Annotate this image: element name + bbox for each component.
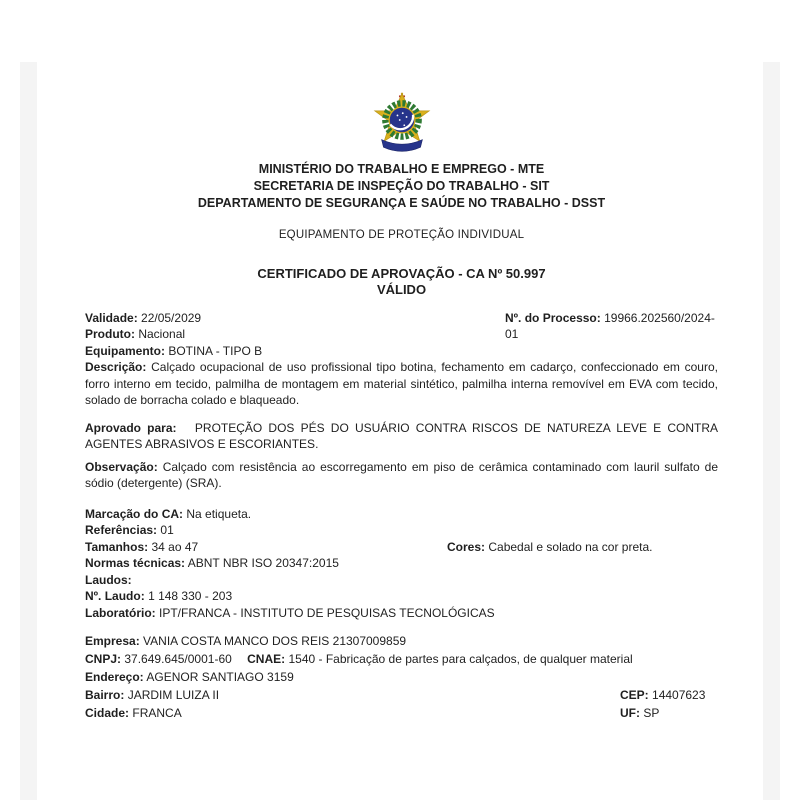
cnae-value: 1540 - Fabricação de partes para calçados, de qualquer material [288, 652, 633, 666]
laboratorio-label: Laboratório: [85, 605, 156, 620]
cnae-label: CNAE: [247, 652, 286, 666]
field-observacao [85, 459, 718, 492]
empresa-label: Empresa: [85, 634, 140, 648]
header-line-2: SECRETARIA DE INSPEÇÃO DO TRABALHO - SIT [253, 179, 550, 193]
marcacao-value: Na etiqueta. [186, 506, 252, 521]
referencias-label: Referências: [85, 523, 158, 537]
descricao-label: Descrição: [85, 360, 147, 374]
field-bairro-cep-row [85, 686, 718, 704]
certificate-document [85, 92, 718, 722]
field-cep [620, 686, 705, 704]
document-subtitle: EQUIPAMENTO DE PROTEÇÃO INDIVIDUAL [278, 229, 525, 241]
tamanhos-value: 34 ao 47 [151, 539, 199, 554]
equipamento-label: Equipamento: [85, 343, 165, 358]
field-cnpj-cnae-row [85, 650, 718, 668]
produto-value: Nacional [138, 327, 186, 341]
uf-value: SP [643, 706, 660, 720]
field-num-laudo [85, 588, 718, 605]
cidade-value: FRANCA [132, 706, 182, 720]
field-produto [85, 326, 718, 343]
field-normas [85, 555, 718, 572]
validade-label: Validade: [85, 310, 138, 325]
produto-label: Produto: [85, 327, 135, 341]
bairro-label: Bairro: [85, 688, 125, 702]
cores-value: Cabedal e solado na cor preta. [488, 539, 653, 554]
field-cores [447, 539, 652, 556]
marcacao-label: Marcação do CA: [85, 506, 184, 521]
field-marcacao [85, 506, 718, 523]
observacao-label: Observação: [85, 459, 158, 474]
cidade-label: Cidade: [85, 706, 130, 720]
normas-label: Normas técnicas: [85, 556, 186, 570]
logo-container [85, 92, 718, 156]
field-endereco [85, 668, 718, 686]
certificate-body [85, 310, 718, 723]
field-empresa [85, 632, 718, 650]
ministry-header [85, 161, 718, 212]
uf-label: UF: [620, 706, 640, 720]
processo-value: 19966.202560/2024-01 [505, 310, 715, 341]
field-descricao [85, 359, 718, 409]
observacao-value: Calçado com resistência ao escorregamento em piso de cerâmica contaminado com lauril sulfato de sódio (detergente) (SRA). [85, 459, 718, 490]
field-tamanhos-cores-row [85, 539, 718, 556]
endereco-value: AGENOR SANTIAGO 3159 [146, 670, 294, 684]
cnpj-label: CNPJ: [85, 652, 122, 666]
cores-label: Cores: [447, 539, 486, 554]
field-referencias [85, 522, 718, 539]
cep-label: CEP: [620, 688, 649, 702]
processo-label: Nº. do Processo: [505, 310, 601, 325]
num-laudo-value: 1 148 330 - 203 [148, 589, 233, 603]
scan-edge-left [20, 62, 37, 800]
field-laudos [85, 572, 718, 589]
normas-value: ABNT NBR ISO 20347:2015 [187, 556, 339, 570]
validade-value: 22/05/2029 [141, 310, 202, 325]
equipamento-value: BOTINA - TIPO B [168, 343, 263, 358]
scan-edge-right [763, 62, 780, 800]
field-laboratorio [85, 605, 718, 622]
company-block [85, 632, 718, 722]
aprovado-para-label: Aprovado para: [85, 420, 177, 435]
laudos-label: Laudos: [85, 572, 132, 587]
certificate-title: CERTIFICADO DE APROVAÇÃO - CA Nº 50.997 [257, 265, 546, 281]
aprovado-para-value: PROTEÇÃO DOS PÉS DO USUÁRIO CONTRA RISCOS DE NATUREZA LEVE E CONTRA AGENTES ABRASIVOS E ESCORIANTES. [85, 420, 719, 451]
empresa-value: VANIA COSTA MANCO DOS REIS 21307009859 [143, 634, 407, 648]
cnpj-value: 37.649.645/0001-60 [124, 652, 232, 666]
laboratorio-value: IPT/FRANCA - INSTITUTO DE PESQUISAS TECNOLÓGICAS [159, 605, 495, 620]
bairro-value: JARDIM LUIZA II [127, 688, 220, 702]
brazil-coat-of-arms-icon [368, 92, 436, 154]
header-line-1: MINISTÉRIO DO TRABALHO E EMPREGO - MTE [258, 162, 545, 176]
header-line-3: DEPARTAMENTO DE SEGURANÇA E SAÚDE NO TRABALHO - DSST [197, 196, 606, 210]
cep-value: 14407623 [652, 688, 706, 702]
descricao-value: Calçado ocupacional de uso profissional tipo botina, fechamento em cadarço, confeccionado em couro, forro interno em tecido, palmilha de montagem em material sintético, palmilha interna removível em EVA com tecido, solado de borracha colado e blaqueado. [85, 360, 718, 407]
field-aprovado-para [85, 420, 718, 453]
field-cidade-uf-row [85, 704, 718, 722]
referencias-value: 01 [160, 523, 174, 537]
tamanhos-label: Tamanhos: [85, 539, 149, 554]
validity-status: VÁLIDO [376, 281, 427, 297]
endereco-label: Endereço: [85, 670, 144, 684]
field-uf [620, 704, 659, 722]
field-equipamento [85, 343, 718, 360]
num-laudo-label: Nº. Laudo: [85, 589, 145, 603]
